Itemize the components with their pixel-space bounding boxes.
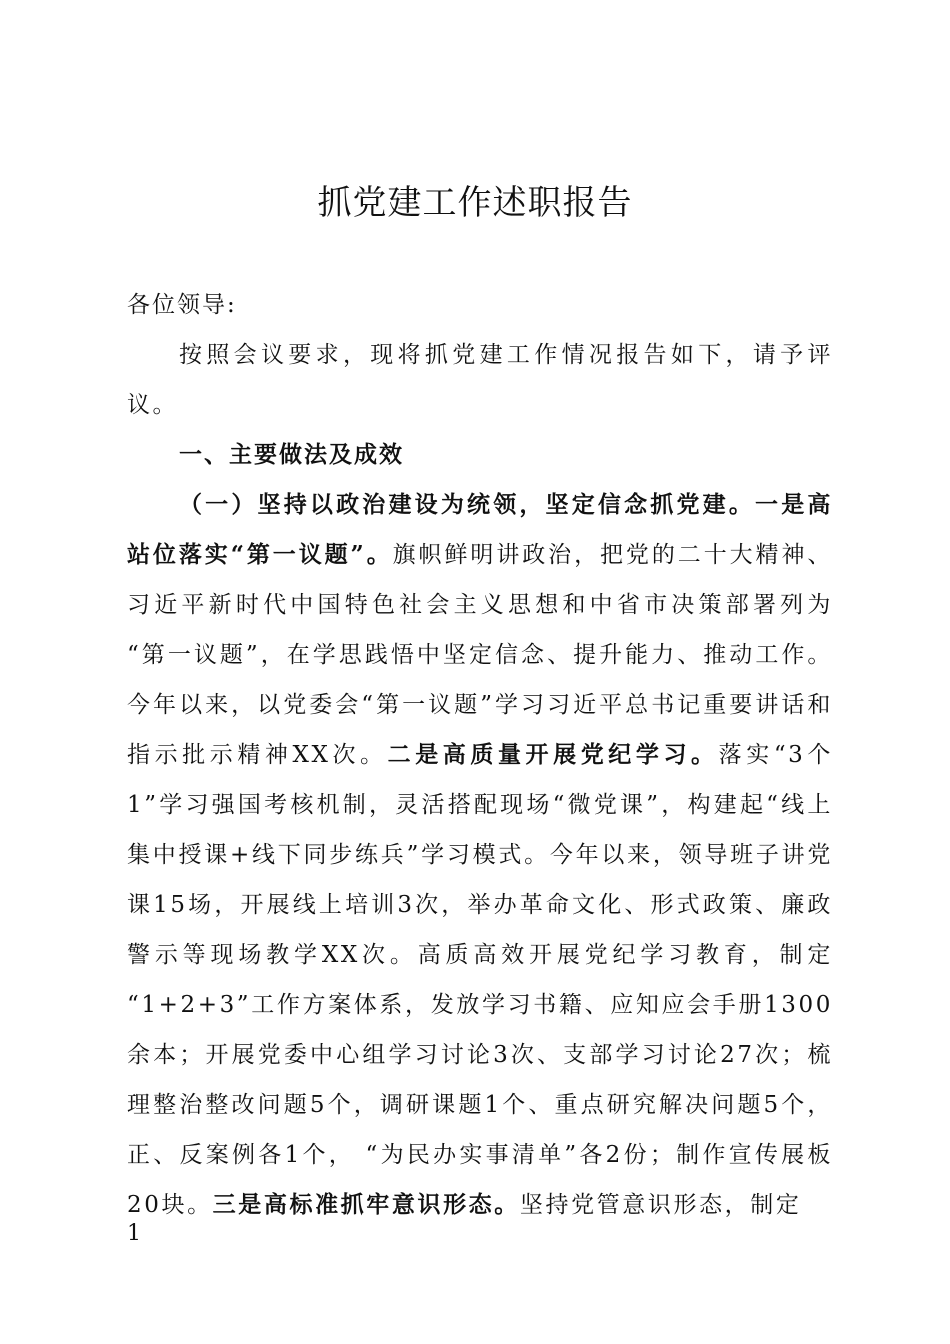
document-title: 抓党建工作述职报告 xyxy=(317,183,633,223)
section-heading: 一、主要做法及成效 xyxy=(179,442,404,468)
salutation: 各位领导: xyxy=(127,292,237,318)
point-3-text: 坚持党管意识形态，制定 xyxy=(519,1192,802,1218)
document-body xyxy=(127,280,833,1230)
point-1-heading: 一是高站位落实“第一议题”。 xyxy=(127,491,833,568)
point-2-heading: 二是高质量开展党纪学习。 xyxy=(387,741,719,768)
subsection-heading: （一）坚持以政治建设为统领，坚定信念抓党建。 xyxy=(179,491,756,518)
point-2-text: 落实“3个1”学习强国考核机制，灵活搭配现场“微党课”，构建起“线上集中授课+线下同步练兵”学习模式。今年以来，领导班子讲党课15场，开展线上培训3次，举办革命文化、形式政策、廉政警示等现场教学XX次。高质高效开展党纪学习教育，制定 “1+2+3”工作方案体系，发放学习书籍、应知应会手册1300余本；开展党委中心组学习讨论3次、支部学习讨论27次；梳理整治整改问题5个，调研课题1个、重点研究解决问题5个，正、反案例各1个， “为民办实事清单”各2份；制作宣传展板20块。 xyxy=(127,742,834,1218)
point-1-text: 旗帜鲜明讲政治，把党的二十大精神、习近平新时代中国特色社会主义思想和中省市决策部署列为 “第一议题”，在学思践悟中坚定信念、提升能力、推动工作。今年以来，以党委会“第一议题”学习习近平总书记重要讲话和指示批示精神XX次。 xyxy=(127,542,834,768)
point-3-heading: 三是高标准抓牢意识形态。 xyxy=(212,1191,520,1218)
main-paragraph xyxy=(127,480,833,1230)
intro-paragraph: 按照会议要求，现将抓党建工作情况报告如下，请予评议。 xyxy=(127,342,833,418)
page-number: 1 xyxy=(127,1221,141,1246)
